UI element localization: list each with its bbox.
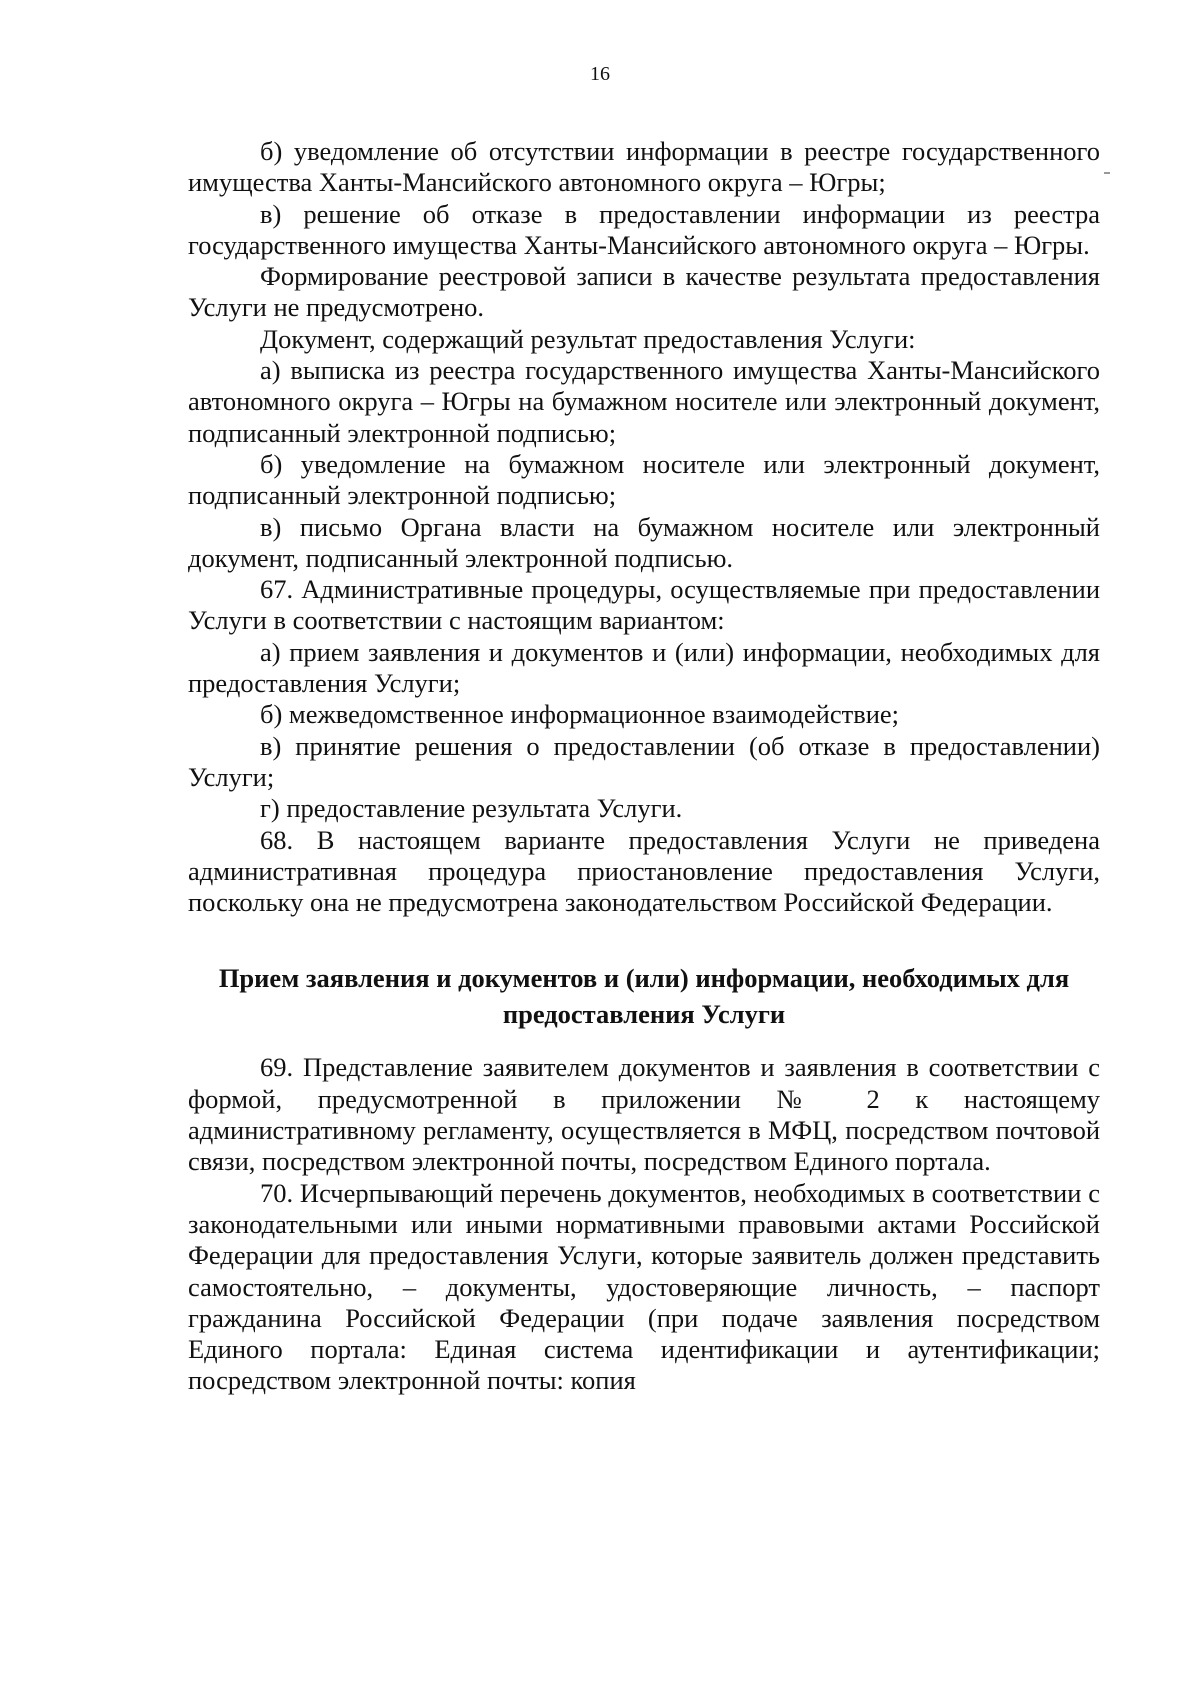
scan-mark [1104, 172, 1110, 174]
paragraph: 68. В настоящем варианте предоставления Услуги не приведена административная процедура приостановление предоставления Услуги, поскольку она не предусмотрена законодательством Российской Федерации. [188, 824, 1100, 918]
page-number: 16 [590, 63, 610, 85]
paragraph: 70. Исчерпывающий перечень документов, необходимых в соответствии с законодательными или иными нормативными правовыми актами Российской Федерации для предоставления Услуги, которые заявитель должен представить самостоятельно, – документы, удостоверяющие личность, – паспорт гражданина Российской Федерации (при подаче заявления посредством Единого портала: Единая система идентификации и аутентификации; посредством электронной почты: копия [188, 1177, 1100, 1396]
paragraph: 67. Административные процедуры, осуществляемые при предоставлении Услуги в соответствии с настоящим вариантом: [188, 574, 1100, 636]
paragraph: в) решение об отказе в предоставлении информации из реестра государственного имущества Ханты-Мансийского автономного округа – Югры. [188, 198, 1100, 260]
paragraph: в) принятие решения о предоставлении (об отказе в предоставлении) Услуги; [188, 730, 1100, 792]
paragraph: а) прием заявления и документов и (или) информации, необходимых для предоставления Услуги; [188, 636, 1100, 699]
section-heading-line: Прием заявления и документов и (или) информации, необходимых для [218, 963, 1070, 994]
paragraph: б) межведомственное информационное взаимодействие; [260, 699, 900, 730]
paragraph: Формирование реестровой записи в качестве результата предоставления Услуги не предусмотрено. [188, 261, 1100, 323]
paragraph: 69. Представление заявителем документов и заявления в соответствии с формой, предусмотренной в приложении № 2 к настоящему административному регламенту, осуществляется в МФЦ, посредством почтовой связи, посредством электронной почты, посредством Единого портала. [188, 1052, 1100, 1177]
paragraph: б) уведомление на бумажном носителе или электронный документ, подписанный электронной подписью; [188, 448, 1100, 511]
paragraph: в) письмо Органа власти на бумажном носителе или электронный документ, подписанный электронной подписью. [188, 511, 1100, 573]
paragraph: б) уведомление об отсутствии информации в реестре государственного имущества Ханты-Мансийского автономного округа – Югры; [188, 136, 1100, 198]
section-heading-line: предоставления Услуги [502, 999, 786, 1030]
paragraph: г) предоставление результата Услуги. [260, 793, 683, 824]
paragraph: а) выписка из реестра государственного имущества Ханты-Мансийского автономного округа – Югры на бумажном носителе или электронный документ, подписанный электронной подписью; [188, 355, 1100, 448]
document-body [188, 136, 1100, 1397]
paragraph: Документ, содержащий результат предоставления Услуги: [260, 323, 916, 354]
section-heading [188, 960, 1100, 1032]
